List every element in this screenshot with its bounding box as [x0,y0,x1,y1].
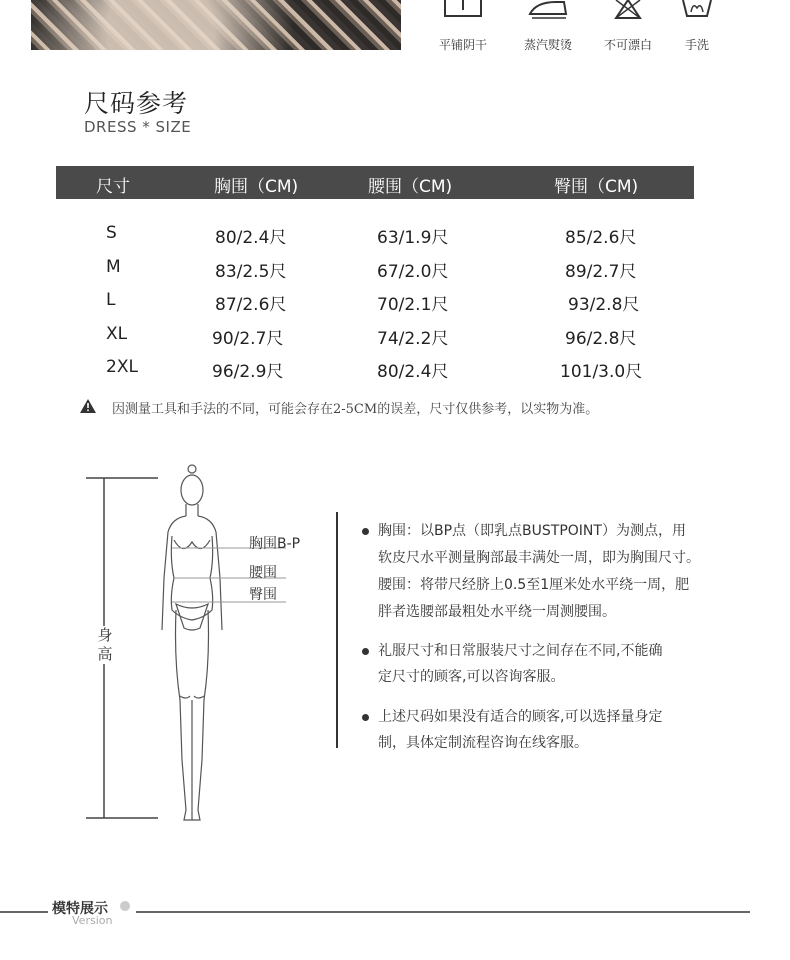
bullet-line: 胖者选腰部最粗处水平绕一周测腰围。 [378,604,616,620]
table-cell: 101/3.0尺 [560,362,643,382]
care-label: 不可漂白 [603,38,652,52]
table-cell: S [106,223,117,243]
table-cell: 96/2.8尺 [565,329,637,349]
table-row [0,257,790,287]
footer-divider-right [136,911,750,913]
column-header: 胸围（CM) [214,177,299,197]
bullet-icon [362,648,369,655]
no-bleach-icon [608,0,648,20]
steam-iron-icon [526,0,570,20]
care-item-steam-iron [503,0,593,52]
care-item-hand-wash [652,0,742,52]
size-section-subtitle: DRESS * SIZE [84,118,192,136]
model-showcase-title: 模特展示 [52,901,108,917]
table-cell: 89/2.7尺 [565,262,637,282]
table-row [0,223,790,253]
note-text: 因测量工具和手法的不同，可能会存在2-5CM的误差，尺寸仅供参考，以实物为准。 [112,402,599,417]
table-cell: 93/2.8尺 [568,295,640,315]
table-cell: L [106,290,116,310]
size-section-title: 尺码参考 [84,89,189,118]
model-showcase-subtitle: Version [72,914,113,927]
table-row [0,290,790,320]
table-row [0,324,790,354]
bullet-line: 制，具体定制流程咨询在线客服。 [378,735,588,751]
table-cell: 70/2.1尺 [377,295,449,315]
flat-dry-shade-icon [443,0,483,18]
waist-label: 腰围 [249,565,277,581]
table-cell: 2XL [106,357,138,377]
table-row [0,357,790,387]
body-measurement-figure [80,460,320,830]
table-cell: 74/2.2尺 [377,329,449,349]
table-cell: 96/2.9尺 [212,362,284,382]
height-label: 身高 [97,626,113,663]
column-header: 腰围（CM) [368,177,453,197]
bullet-line: 礼服尺寸和日常服装尺寸之间存在不同,不能确 [378,643,663,659]
hip-label: 臀围 [249,587,277,603]
table-cell: 90/2.7尺 [212,329,284,349]
table-cell: 63/1.9尺 [377,228,449,248]
bullet-line: 定尺寸的顾客,可以咨询客服。 [378,669,565,685]
hand-wash-icon [677,0,717,20]
column-header: 臀围（CM) [554,177,639,197]
table-cell: 80/2.4尺 [215,228,287,248]
warning-icon [80,399,96,413]
table-cell: XL [106,324,128,344]
bullet-line: 上述尺码如果没有适合的顾客,可以选择量身定 [378,709,663,725]
bullet-icon [362,528,369,535]
table-cell: 87/2.6尺 [215,295,287,315]
table-cell: 80/2.4尺 [377,362,449,382]
decorative-circle-icon [120,901,130,911]
table-cell: 83/2.5尺 [215,262,287,282]
bullet-line: 腰围：将带尺经脐上0.5至1厘米处水平绕一周，肥 [378,577,690,593]
column-header: 尺寸 [96,177,130,197]
bullet-icon [362,714,369,721]
table-cell: 67/2.0尺 [377,262,449,282]
table-cell: 85/2.6尺 [565,228,637,248]
care-label: 蒸汽熨烫 [523,38,572,52]
product-photo [31,0,401,50]
divider [336,512,338,748]
bullet-line: 胸围：以BP点（即乳点BUSTPOINT）为测点，用 [378,523,686,539]
bullet-line: 软皮尺水平测量胸部最丰满处一周，即为胸围尺寸。 [378,550,700,566]
footer-divider-left [0,911,48,913]
care-item-flat-dry [418,0,508,52]
bust-label: 胸围B-P [249,536,301,552]
care-label: 平铺阴干 [438,38,487,52]
care-label: 手洗 [684,38,709,52]
size-table-header [56,166,694,199]
table-cell: M [106,257,121,277]
